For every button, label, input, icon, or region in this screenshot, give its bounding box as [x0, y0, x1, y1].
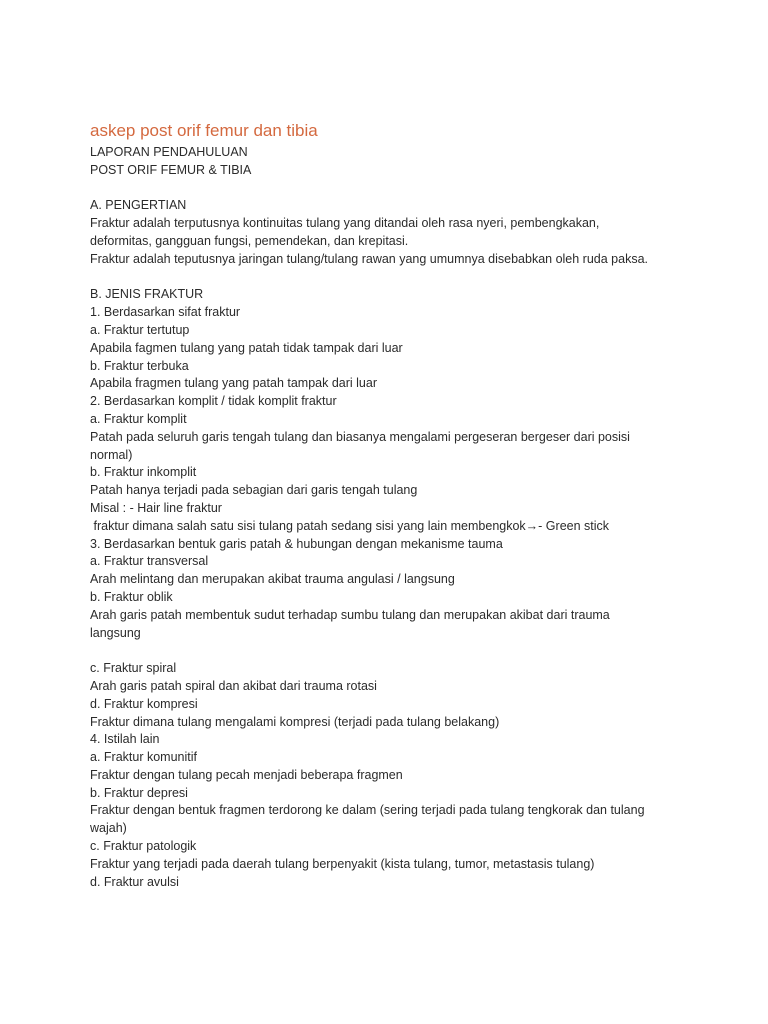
text-line: Arah garis patah membentuk sudut terhadap sumbu tulang dan merupakan akibat dari trauma — [90, 607, 610, 622]
text-line: A. PENGERTIAN — [90, 198, 187, 213]
text-line: wajah) — [90, 821, 127, 836]
text-line: 2. Berdasarkan komplit / tidak komplit fraktur — [90, 394, 337, 409]
text-line: Fraktur adalah teputusnya jaringan tulang/tulang rawan yang umumnya disebabkan oleh ruda paksa. — [90, 251, 649, 266]
text-line: Misal : - Hair line fraktur — [90, 500, 222, 515]
text-line: b. Fraktur oblik — [90, 589, 173, 604]
document-body — [90, 144, 730, 891]
blank-line — [90, 269, 730, 287]
text-line: 4. Istilah lain — [90, 732, 160, 747]
text-line: LAPORAN PENDAHULUAN — [90, 145, 248, 159]
text-line: POST ORIF FEMUR & TIBIA — [90, 162, 252, 177]
document-page — [90, 119, 730, 891]
text-line: Patah hanya terjadi pada sebagian dari garis tengah tulang — [90, 483, 418, 498]
text-line: a. Fraktur komplit — [90, 411, 187, 426]
blank-line — [90, 180, 730, 198]
text-line: a. Fraktur komunitif — [90, 750, 197, 765]
text-line: c. Fraktur spiral — [90, 661, 177, 676]
text-line: a. Fraktur transversal — [90, 554, 209, 569]
text-line: B. JENIS FRAKTUR — [90, 287, 204, 302]
text-line: Fraktur yang terjadi pada daerah tulang berpenyakit (kista tulang, tumor, metastasis tulang) — [90, 856, 595, 871]
text-line: Arah garis patah spiral dan akibat dari trauma rotasi — [90, 678, 377, 693]
text-line: Fraktur adalah terputusnya kontinuitas tulang yang ditandai oleh rasa nyeri, pembengkakan, — [90, 216, 600, 231]
text-line: fraktur dimana salah satu sisi tulang patah sedang sisi yang lain membengkok→- Green stick — [90, 518, 610, 533]
text-line: Patah pada seluruh garis tengah tulang dan biasanya mengalami pergeseran bergeser dari posisi — [90, 429, 630, 444]
blank-line — [90, 642, 730, 660]
text-line: normal) — [90, 447, 133, 462]
text-line: Apabila fragmen tulang yang patah tampak dari luar — [90, 376, 377, 391]
text-line: Fraktur dimana tulang mengalami kompresi (terjadi pada tulang belakang) — [90, 714, 500, 729]
text-line: d. Fraktur kompresi — [90, 696, 198, 711]
text-line: 1. Berdasarkan sifat fraktur — [90, 305, 241, 320]
text-line: b. Fraktur depresi — [90, 785, 188, 800]
text-line: 3. Berdasarkan bentuk garis patah & hubungan dengan mekanisme tauma — [90, 536, 503, 551]
text-line: c. Fraktur patologik — [90, 839, 197, 854]
text-line: deformitas, gangguan fungsi, pemendekan, dan krepitasi. — [90, 233, 409, 248]
text-line: b. Fraktur terbuka — [90, 358, 189, 373]
text-line: b. Fraktur inkomplit — [90, 465, 197, 480]
text-line: a. Fraktur tertutup — [90, 322, 190, 337]
text-line: Apabila fagmen tulang yang patah tidak tampak dari luar — [90, 340, 403, 355]
text-line: Fraktur dengan tulang pecah menjadi beberapa fragmen — [90, 767, 403, 782]
text-line: Fraktur dengan bentuk fragmen terdorong ke dalam (sering terjadi pada tulang tengkorak dan tulang — [90, 803, 645, 818]
text-line: langsung — [90, 625, 141, 640]
text-line: d. Fraktur avulsi — [90, 874, 179, 889]
text-line: Arah melintang dan merupakan akibat trauma angulasi / langsung — [90, 572, 455, 587]
document-title: askep post orif femur dan tibia — [90, 121, 318, 140]
